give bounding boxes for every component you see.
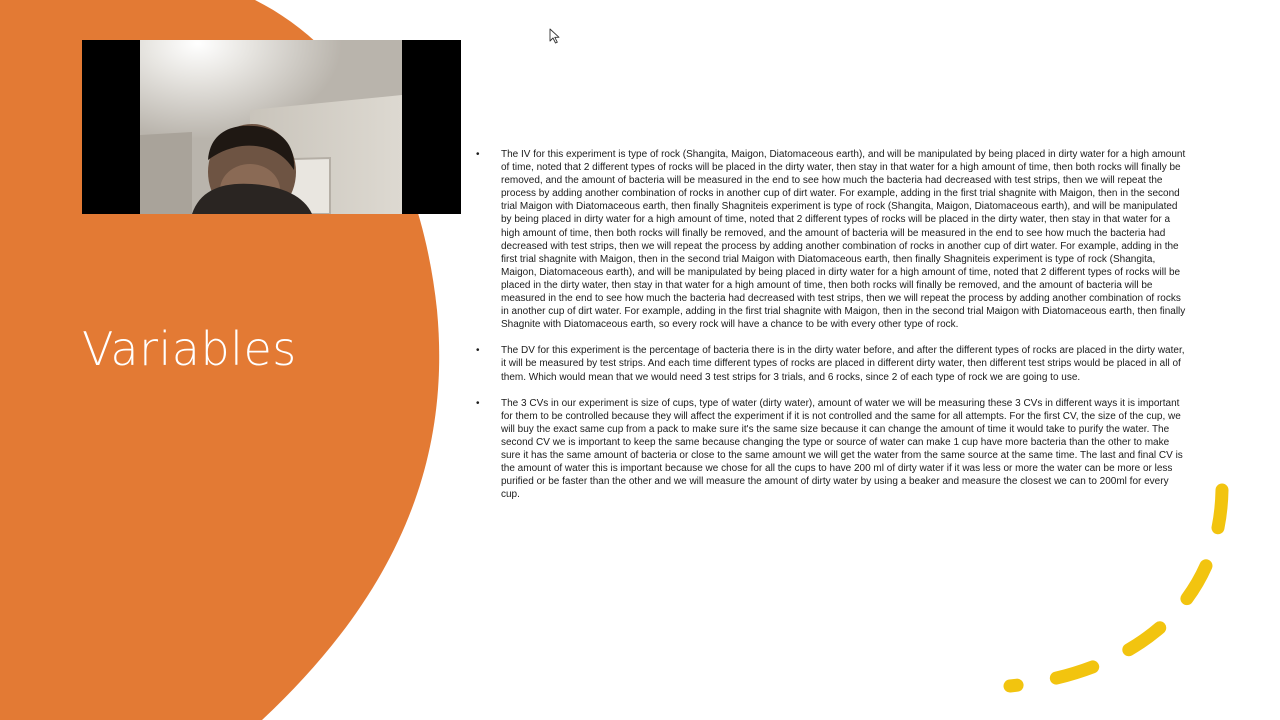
bullet-text: The IV for this experiment is type of rock (Shangita, Maigon, Diatomaceous earth), and will be manipulated by being placed in dirty water for a high amount of time, noted that 2 different types of rocks will be placed in the dirty water, then stay in that water for a high amount of time, then both rocks will finally be removed, and the amount of bacteria will be measured in the end to see how much the bacteria had decreased with test strips, then we will repeat the process by adding another combination of rocks in another cup of dirt water. For example, adding in the first trial shagnite with Maigon, then in the second trial Maigon with Diatomaceous earth, then finally Shagniteis experiment is type of rock (Shangita, Maigon, Diatomaceous earth), and will be manipulated by being placed in dirty water for a high amount of time, noted that 2 different types of rocks will be placed in the dirty water, then stay in that water for a high amount of time, then both rocks will finally be removed, and the amount of bacteria will be measured in the end to see how much the bacteria had decreased with test strips, then we will repeat the process by adding another combination of rocks in another cup of dirt water. For example, adding in the first trial shagnite with Maigon, then in the second trial Maigon with Diatomaceous earth, then finally Shagniteis experiment is type of rock (Shangita, Maigon, Diatomaceous earth), and will be manipulated by being placed in dirty water for a high amount of time, noted that 2 different types of rocks will be placed in the dirty water, then stay in that water for a high amount of time, then both rocks will finally be removed, and the amount of bacteria will be measured in the end to see how much the bacteria had decreased with test strips, then we will repeat the process by adding another combination of rocks in another cup of dirt water. For example, adding in the first trial shagnite with Maigon, then in the second trial Maigon with Diatomaceous earth, then finally Shagnite with Diatomaceous earth, so every rock will have a chance to be with every other type of rock.	[501, 149, 1186, 331]
webcam-image	[82, 40, 461, 214]
bullet-text: The 3 CVs in our experiment is size of cups, type of water (dirty water), amount of water we will be measuring these 3 CVs in different ways it is important for them to be controlled because they will affect the experiment if it is not controlled and the same for all attempts. For the first CV, the size of the cup, we will buy the exact same cup from a pack to make sure it's the same size because it can change the amount of time it would take to purify the water. The second CV we is important to keep the same because changing the type or source of water can make 1 cup have more bacteria than the other to make sure it has the same amount of bacteria or close to the same amount we will get the water from the same source at the same time. The last and final CV is the amount of water this is important because we chose for all the cups to have 200 ml of dirty water if it was less or more the water can be more or less purified or be faster than the other and we will measure the amount of dirty water by using a beaker and measure the closest we can to 200ml for every cup.	[501, 397, 1183, 501]
bullet-marker: •	[476, 149, 480, 160]
bullet-marker: •	[476, 345, 480, 357]
bullet-cvs	[476, 397, 1188, 502]
bullet-dv	[476, 344, 1188, 383]
webcam-video-feed	[82, 40, 461, 214]
mouse-pointer-icon	[549, 28, 561, 44]
bullet-iv	[476, 148, 1188, 331]
bullet-text: The DV for this experiment is the percentage of bacteria there is in the dirty water before, and after the different types of rocks are placed in the dirty water, it will be measured by test strips. And each time different types of rocks are placed in different dirty water, then different test strips would be placed in all of them. Which would mean that we would need 3 test strips for 3 trials, and 6 rocks, since 2 of each type of rock we are going to use.	[501, 345, 1185, 383]
slide-title: Variables	[82, 322, 297, 376]
bullet-list	[476, 148, 1188, 514]
bullet-marker: •	[476, 397, 480, 409]
